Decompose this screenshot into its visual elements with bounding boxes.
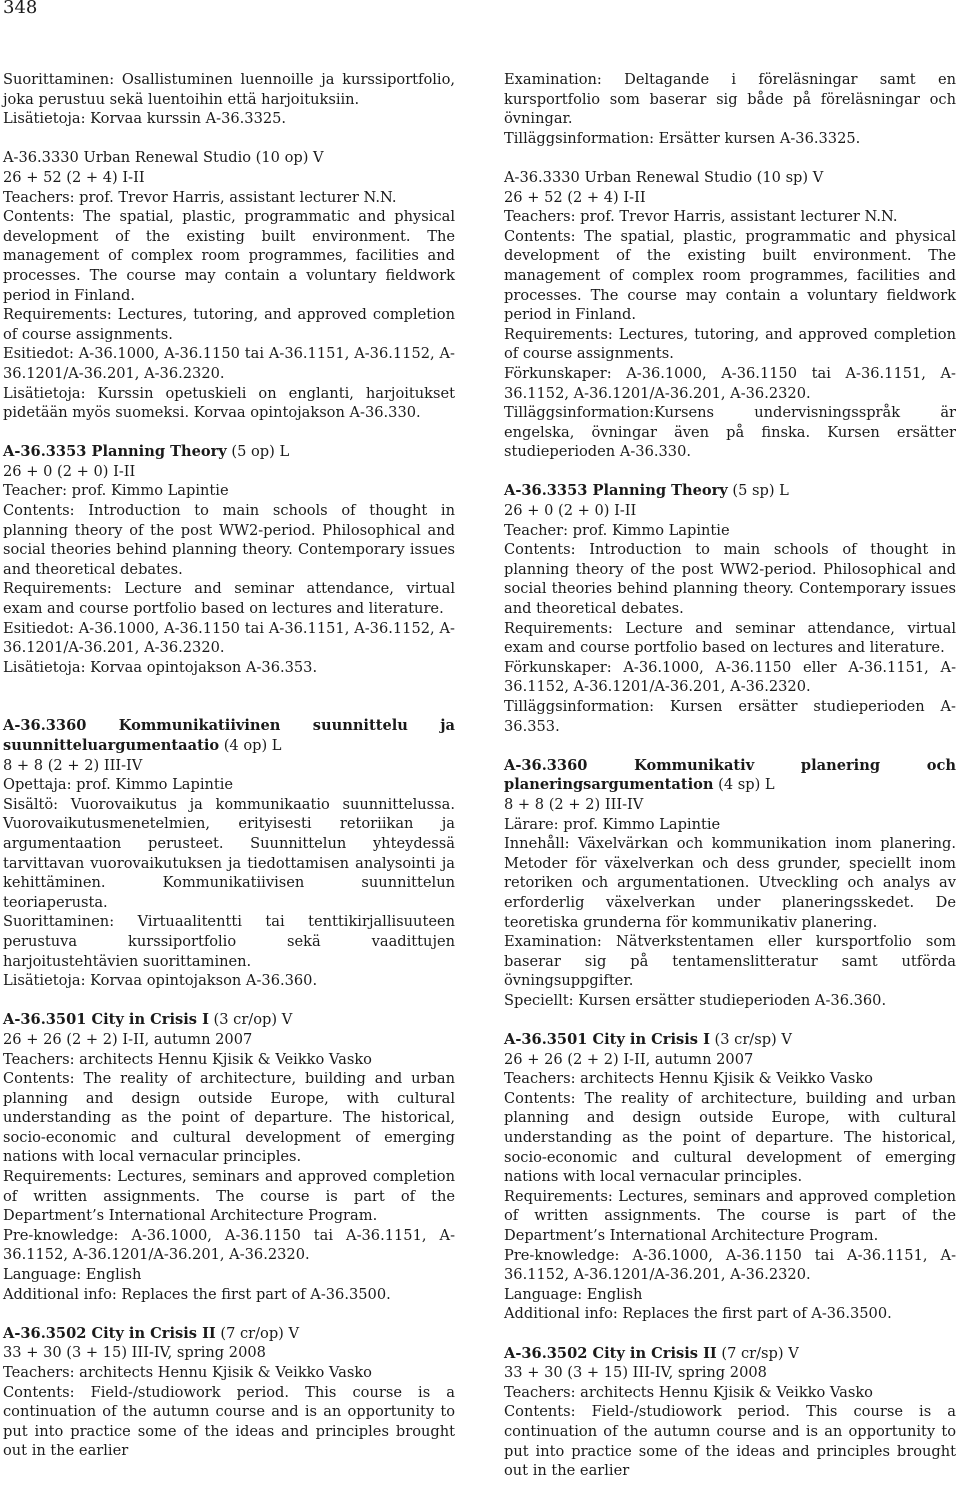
course-line: Teachers: architects Hennu Kjisik & Veikko Vasko <box>504 1070 873 1088</box>
course-line: Contents: Introduction to main schools of thought in planning theory of the post WW2-period. Philosophical and social theories behind planning theory. Contemporary issues and theoretical debates. <box>504 541 956 618</box>
course-line: Teachers: architects Hennu Kjisik & Veikko Vasko <box>504 1383 873 1401</box>
course-line: 26 + 52 (2 + 4) I-II <box>504 188 646 206</box>
course-heading <box>3 716 455 755</box>
course-line: Requirements: Lecture and seminar attendance, virtual exam and course portfolio based on lectures and literature. <box>3 580 455 618</box>
course-line: Language: English <box>3 1266 142 1284</box>
course-line: Contents: The reality of architecture, building and urban planning and design outside Europe, with cultural understanding as the point of departure. The historical, socio-economic and cultural development of emerging nations with local vernacular principles. <box>3 1070 455 1166</box>
course-line: Pre-knowledge: A-36.1000, A-36.1150 tai A-36.1151, A-36.1152, A-36.1201/A-36.201, A-36.2320. <box>504 1246 956 1284</box>
course-credits: (3 cr/sp) V <box>709 1031 792 1049</box>
course-3502 <box>3 1324 455 1461</box>
course-3353 <box>504 481 956 736</box>
course-line: Tilläggsinformation: Kursen ersätter studieperioden A-36.353. <box>504 698 956 735</box>
course-line: 8 + 8 (2 + 2) III-IV <box>504 795 644 813</box>
course-code: A-36.3502 City in Crisis II <box>504 1344 717 1362</box>
course-3330 <box>504 168 956 462</box>
course-credits: (7 cr/sp) V <box>716 1344 799 1362</box>
course-heading <box>504 1344 956 1364</box>
course-line: Teachers: architects Hennu Kjisik & Veikko Vasko <box>3 1364 372 1381</box>
course-line: 26 + 26 (2 + 2) I-II, autumn 2007 <box>504 1050 754 1068</box>
intro-line: Suorittaminen: Osallistuminen luennoille ja kurssiportfolio, joka perustuu sekä luentoihin että harjoituksiin. <box>3 71 455 108</box>
course-line: Suorittaminen: Virtuaalitentti tai tenttikirjallisuuteen perustuva kurssiportfolio sekä vaadittujen harjoitustehtävien suorittaminen. <box>3 913 455 970</box>
course-heading: A-36.3330 Urban Renewal Studio (10 op) V <box>3 149 324 167</box>
course-code: A-36.3501 City in Crisis I <box>504 1031 710 1049</box>
right-column <box>504 70 956 1500</box>
course-3501 <box>3 1010 455 1304</box>
course-line: Additional info: Replaces the first part of A-36.3500. <box>3 1285 391 1303</box>
course-line: Esitiedot: A-36.1000, A-36.1150 tai A-36.1151, A-36.1152, A-36.1201/A-36.201, A-36.2320. <box>3 345 455 382</box>
course-line: Contents: Field-/studiowork period. This course is a continuation of the autumn course and is an opportunity to put into practice some of the ideas and principles brought out in the earlier <box>3 1383 455 1460</box>
course-code: A-36.3502 City in Crisis II <box>3 1324 216 1342</box>
course-credits: (4 op) L <box>219 737 282 754</box>
course-line: Contents: The spatial, plastic, programmatic and physical development of the existing built environment. The management of complex room programmes, facilities and processes. The course may contain a voluntary fieldwork period in Finland. <box>504 227 956 324</box>
course-line: Additional info: Replaces the first part of A-36.3500. <box>504 1305 892 1323</box>
course-line: Esitiedot: A-36.1000, A-36.1150 tai A-36.1151, A-36.1152, A-36.1201/A-36.201, A-36.2320. <box>3 619 455 657</box>
course-code: A-36.3360 Kommunikatiivinen suunnittelu ja suunnitteluargumentaatio <box>3 717 455 754</box>
course-line: Teacher: prof. Kimmo Lapintie <box>504 521 730 539</box>
course-line: Lisätietoja: Korvaa opintojakson A-36.360. <box>3 972 318 990</box>
course-line: Contents: Field-/studiowork period. This course is a continuation of the autumn course and is an opportunity to put into practice some of the ideas and principles brought out in the earlier <box>504 1403 956 1480</box>
course-line: Innehåll: Växelvärkan och kommunikation inom planering. Metoder för växelverkan och dess grunder, speciellt inom retoriken och argumentationen. Utveckling och analys av erforderlig växelverkan under planeringsskedet. De teoretiska grunderna för kommunikativ planering. <box>504 835 956 931</box>
course-line: Language: English <box>504 1285 643 1303</box>
course-line: Tilläggsinformation:Kursens undervisningsspråk är engelska, övningar även på finska. Kursen ersätter studieperioden A-36.330. <box>504 404 956 461</box>
course-3330 <box>3 148 455 422</box>
course-line: Lärare: prof. Kimmo Lapintie <box>504 815 721 833</box>
course-line: 33 + 30 (3 + 15) III-IV, spring 2008 <box>3 1344 266 1362</box>
course-line: Opettaja: prof. Kimmo Lapintie <box>3 776 234 794</box>
course-line: Speciellt: Kursen ersätter studieperioden A-36.360. <box>504 991 887 1009</box>
course-line: 26 + 0 (2 + 0) I-II <box>3 462 136 480</box>
course-line: 26 + 0 (2 + 0) I-II <box>504 502 637 520</box>
course-line: Requirements: Lectures, tutoring, and approved completion of course assignments. <box>3 306 455 343</box>
course-line: Teacher: prof. Kimmo Lapintie <box>3 482 229 500</box>
course-line: Requirements: Lecture and seminar attendance, virtual exam and course portfolio based on lectures and literature. <box>504 619 956 657</box>
course-line: 33 + 30 (3 + 15) III-IV, spring 2008 <box>504 1364 767 1382</box>
intro-block <box>504 70 956 148</box>
course-line: Lisätietoja: Kurssin opetuskieli on englanti, harjoitukset pidetään myös suomeksi. Korvaa opintojakson A-36.330. <box>3 384 455 422</box>
course-heading: A-36.3330 Urban Renewal Studio (10 sp) V <box>504 168 824 186</box>
course-heading <box>504 481 956 501</box>
left-column <box>3 70 455 1481</box>
course-line: 26 + 52 (2 + 4) I-II <box>3 168 145 186</box>
course-line: Contents: The reality of architecture, building and urban planning and design outside Europe, with cultural understanding as the point of departure. The historical, socio-economic and cultural development of emerging nations with local vernacular principles. <box>504 1089 956 1186</box>
course-3502 <box>504 1344 956 1481</box>
course-credits: (7 cr/op) V <box>215 1324 300 1342</box>
course-line: Teachers: prof. Trevor Harris, assistant lecturer N.N. <box>504 208 898 226</box>
course-credits: (5 sp) L <box>727 482 789 500</box>
intro-block <box>3 70 455 129</box>
course-heading <box>3 1010 455 1030</box>
intro-line: Examination: Deltagande i föreläsningar samt en kursportfolio som baserar sig både på föreläsningar och övningar. <box>504 71 956 128</box>
course-3360 <box>3 716 455 990</box>
course-line: 8 + 8 (2 + 2) III-IV <box>3 756 143 774</box>
course-line: Contents: Introduction to main schools of thought in planning theory of the post WW2-period. Philosophical and social theories behind planning theory. Contemporary issues and theoretical debates. <box>3 502 455 578</box>
course-line: Teachers: prof. Trevor Harris, assistant lecturer N.N. <box>3 188 397 206</box>
course-heading <box>504 756 956 795</box>
course-code: A-36.3501 City in Crisis I <box>3 1011 209 1029</box>
course-line: Examination: Nätverkstentamen eller kursportfolio som baserar sig på tentamenslitteratur samt utförda övningsuppgifter. <box>504 933 956 990</box>
course-heading <box>504 1030 956 1050</box>
course-line: Förkunskaper: A-36.1000, A-36.1150 tai A-36.1151, A-36.1152, A-36.1201/A-36.201, A-36.2320. <box>504 364 956 402</box>
course-line: Requirements: Lectures, seminars and approved completion of written assignments. The course is part of the Department’s International Architecture Program. <box>3 1168 455 1225</box>
course-line: Pre-knowledge: A-36.1000, A-36.1150 tai A-36.1151, A-36.1152, A-36.1201/A-36.201, A-36.2320. <box>3 1226 455 1264</box>
course-code: A-36.3360 Kommunikativ planering och planeringsargumentation <box>504 756 956 794</box>
course-3501 <box>504 1030 956 1324</box>
course-line: Lisätietoja: Korvaa opintojakson A-36.353. <box>3 658 318 676</box>
intro-line: Lisätietoja: Korvaa kurssin A-36.3325. <box>3 110 287 128</box>
course-code: A-36.3353 Planning Theory <box>3 443 227 461</box>
course-credits: (4 sp) L <box>713 776 775 794</box>
course-line: Requirements: Lectures, seminars and approved completion of written assignments. The course is part of the Department’s International Architecture Program. <box>504 1187 956 1245</box>
course-3353 <box>3 442 455 677</box>
course-credits: (5 op) L <box>226 443 290 461</box>
course-line: 26 + 26 (2 + 2) I-II, autumn 2007 <box>3 1030 253 1048</box>
course-heading <box>3 442 455 462</box>
course-line: Teachers: architects Hennu Kjisik & Veikko Vasko <box>3 1050 372 1068</box>
course-line: Contents: The spatial, plastic, programmatic and physical development of the existing built environment. The management of complex room programmes, facilities and processes. The course may contain a voluntary fieldwork period in Finland. <box>3 208 455 304</box>
course-line: Sisältö: Vuorovaikutus ja kommunikaatio suunnittelussa. Vuorovaikutusmenetelmien, erityisesti retoriikan ja argumentaation perusteet. Suunnittelun yhteydessä tarvittavan vuorovaikutuksen ja tiedottamisen analysointi ja kehittäminen. Kommunikatiivisen suunnittelun teoriaperusta. <box>3 795 455 911</box>
page-number: 348 <box>3 0 38 18</box>
intro-line: Tilläggsinformation: Ersätter kursen A-36.3325. <box>504 129 861 147</box>
course-code: A-36.3353 Planning Theory <box>504 482 728 500</box>
course-line: Requirements: Lectures, tutoring, and approved completion of course assignments. <box>504 325 956 363</box>
course-3360 <box>504 756 956 1011</box>
course-heading <box>3 1324 455 1344</box>
course-credits: (3 cr/op) V <box>208 1011 293 1029</box>
course-line: Förkunskaper: A-36.1000, A-36.1150 eller A-36.1151, A-36.1152, A-36.1201/A-36.201, A-36.2320. <box>504 658 956 696</box>
